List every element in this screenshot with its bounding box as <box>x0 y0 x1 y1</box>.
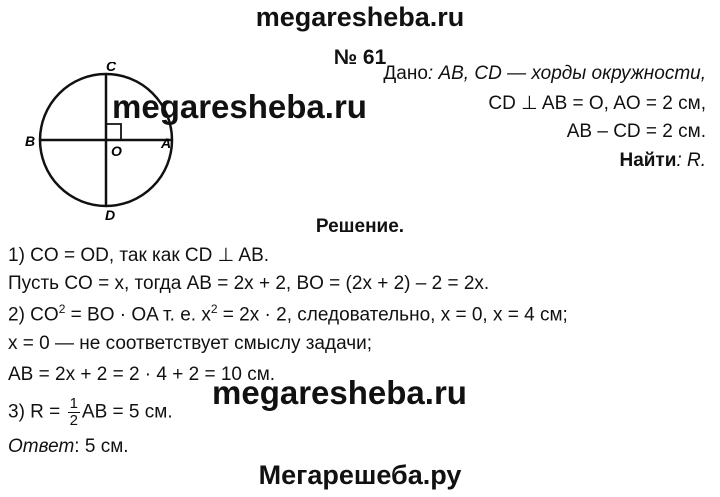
label-d: D <box>105 207 116 222</box>
given-text-1: : AB, CD — хорды окружности, <box>427 63 706 84</box>
given-line-1 <box>383 63 706 85</box>
problem-number: № 61 <box>333 46 387 69</box>
answer-value: : 5 см. <box>74 436 129 457</box>
circle-figure <box>20 62 190 222</box>
solution-line-5: AB = 2x + 2 = 2 · 4 + 2 = 10 см. <box>8 364 276 385</box>
given-label: Дано <box>383 63 428 84</box>
watermark-middle-2: megaresheba.ru <box>212 374 467 411</box>
given-line-3: AB – CD = 2 см. <box>566 121 706 142</box>
find-line <box>619 150 706 172</box>
solution-line-6: 3) R = $\frac{1}{2}$ AB = 5 см. <box>8 395 173 429</box>
answer-label: Ответ <box>8 436 75 457</box>
right-angle-mark <box>106 124 121 140</box>
label-c: C <box>106 62 117 74</box>
given-line-2: CD ⊥ AB = O, AO = 2 см, <box>488 93 706 114</box>
label-o: O <box>111 143 122 159</box>
watermark-top: megaresheba.ru <box>255 2 465 32</box>
solution-line-1: 1) CO = OD, так как CD ⊥ AB. <box>8 245 270 266</box>
find-value: : R. <box>676 150 706 171</box>
watermark-bottom: Мегарешеба.ру <box>258 460 462 490</box>
watermark-middle-1: megaresheba.ru <box>112 88 367 125</box>
fraction-one-half: $\frac{1}{2}$ <box>69 395 78 429</box>
label-b: B <box>25 133 36 149</box>
find-label: Найти <box>619 150 677 171</box>
solution-line-2: Пусть CO = x, тогда AB = 2x + 2, BO = (2x + 2) – 2 = 2x. <box>8 273 490 294</box>
solution-heading: Решение. <box>315 216 405 237</box>
label-a: A <box>161 135 172 151</box>
solution-line-3: 2) $CO^2$ = BO · OA т. е. $x^2 = 2x \cdot 2$, следовательно, x = 0, x = 4 см; <box>8 302 568 326</box>
answer-line <box>8 436 129 458</box>
solution-line-4: x = 0 — не соответствует смыслу задачи; <box>8 333 373 354</box>
